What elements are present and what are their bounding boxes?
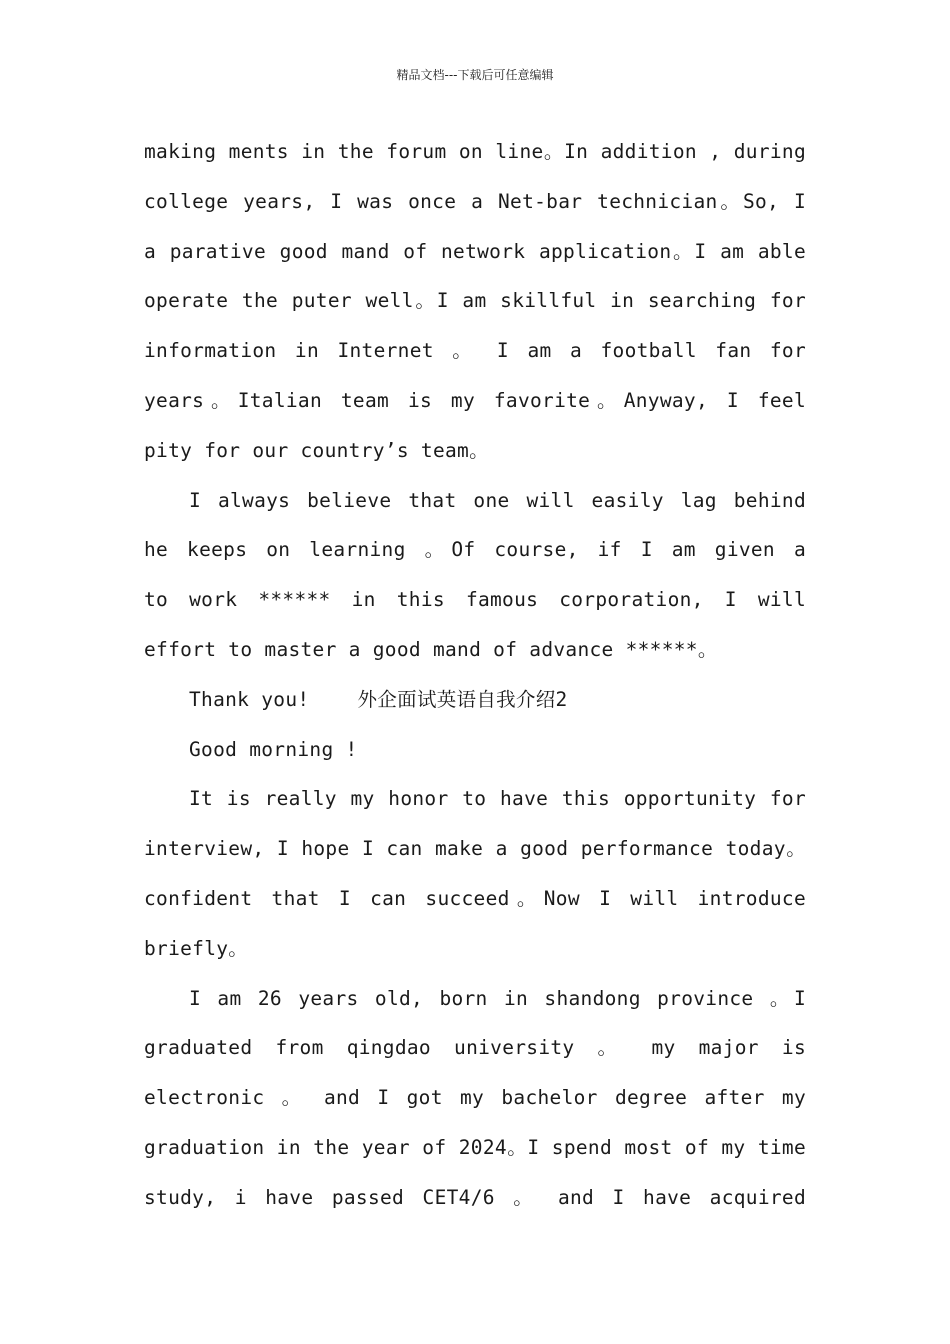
document-body [144, 127, 806, 1223]
text-line: he keeps on learning 。Of course, if I am given a [144, 538, 806, 562]
text-line: years。Italian team is my favorite。Anyway, I feel [144, 388, 806, 412]
text-line: Good morning ! [189, 737, 358, 761]
text-line: electronic 。 and I got my bachelor degree after my [144, 1086, 806, 1110]
text-line: effort to master a good mand of advance ******。 [144, 637, 718, 661]
text-line: graduation in the year of 2024。I spend most of my time [144, 1135, 806, 1159]
text-line: interview, I hope I can make a good performance today。 [144, 837, 806, 861]
text-line: a parative good mand of network application。I am able [144, 239, 806, 263]
text-line: pity for our country’s team。 [144, 438, 489, 462]
text-line: confident that I can succeed。Now I will introduce [144, 886, 806, 910]
page-header: 精品文档---下载后可任意编辑 [396, 68, 554, 82]
text-line: It is really my honor to have this opportunity for [189, 787, 806, 811]
text-line: operate the puter well。I am skillful in searching for [144, 289, 806, 313]
text-line: to work ****** in this famous corporation, I will [144, 588, 806, 612]
text-line: college years, I was once a Net-bar technician。So, I [144, 189, 806, 213]
text-line: graduated from qingdao university 。 my major is [144, 1036, 806, 1060]
text-line: briefly。 [144, 936, 249, 960]
text-line: information in Internet 。 I am a football fan for [144, 339, 806, 363]
text-line: Thank you! 外企面试英语自我介绍2 [189, 687, 568, 711]
text-line: study, i have passed CET4/6 。 and I have acquired [144, 1185, 806, 1209]
text-line: making ments in the forum on line。In addition , during [144, 140, 806, 163]
text-line: I am 26 years old, born in shandong province 。I [189, 986, 806, 1010]
text-line: I always believe that one will easily lag behind [189, 488, 806, 512]
